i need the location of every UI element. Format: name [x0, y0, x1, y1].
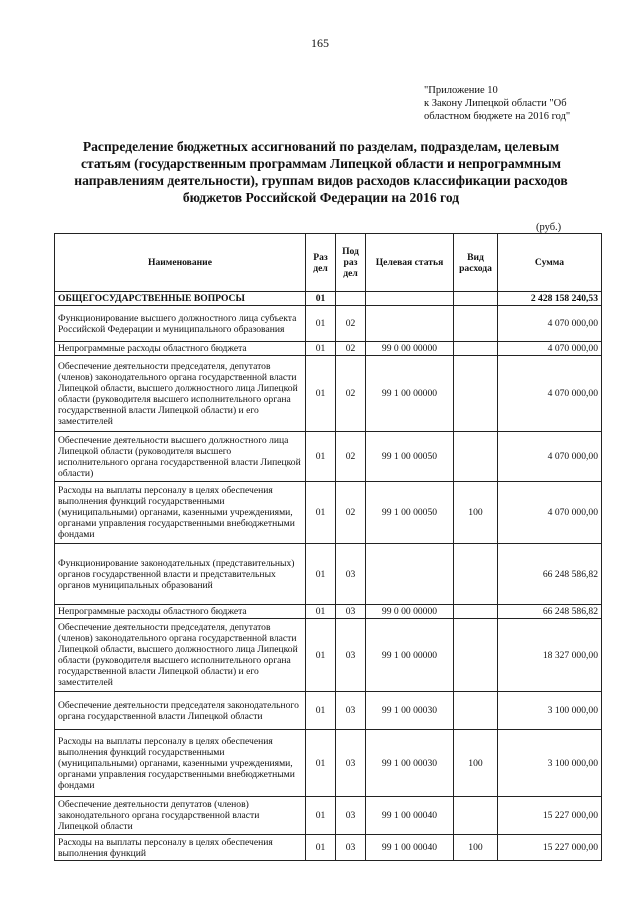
table-row [55, 306, 602, 342]
row-expense-type: 100 [454, 835, 498, 861]
row-name: Непрограммные расходы областного бюджета [55, 605, 306, 619]
appendix-line: областном бюджете на 2016 год" [424, 111, 571, 122]
row-razdel: 01 [306, 692, 336, 730]
appendix-line: к Закону Липецкой области "Об [424, 98, 567, 109]
row-sum: 2 428 158 240,53 [498, 292, 602, 306]
title-line: бюджетов Российской Федерации на 2016 год [182, 190, 460, 205]
row-podrazdel: 03 [336, 605, 366, 619]
row-target-article [366, 292, 454, 306]
row-expense-type [454, 292, 498, 306]
row-target-article [366, 306, 454, 342]
row-sum: 4 070 000,00 [498, 306, 602, 342]
table-row [55, 619, 602, 692]
row-expense-type [454, 432, 498, 482]
row-target-article: 99 1 00 00000 [366, 619, 454, 692]
table-row [55, 835, 602, 861]
row-expense-type [454, 619, 498, 692]
row-name: Обеспечение деятельности председателя, депутатов (членов) законодательного органа государственной власти Липецкой области, высшего должностного лица Липецкой области (руководителя высшего исполнительного органа государственной власти Липецкой области) и его заместителей [55, 619, 306, 692]
row-expense-type [454, 342, 498, 356]
row-expense-type [454, 306, 498, 342]
header-sum: Сумма [498, 234, 602, 292]
row-sum: 66 248 586,82 [498, 544, 602, 605]
row-razdel: 01 [306, 619, 336, 692]
row-podrazdel: 03 [336, 730, 366, 797]
row-podrazdel: 03 [336, 692, 366, 730]
row-expense-type [454, 544, 498, 605]
row-expense-type: 100 [454, 482, 498, 544]
row-expense-type [454, 692, 498, 730]
row-target-article: 99 1 00 00050 [366, 432, 454, 482]
title-line: статьям (государственным программам Липецкой области и непрограммным [80, 156, 561, 171]
row-razdel: 01 [306, 482, 336, 544]
row-podrazdel: 02 [336, 432, 366, 482]
row-sum: 3 100 000,00 [498, 730, 602, 797]
row-razdel: 01 [306, 797, 336, 835]
row-expense-type [454, 356, 498, 432]
row-razdel: 01 [306, 292, 336, 306]
row-razdel: 01 [306, 835, 336, 861]
table-row [55, 730, 602, 797]
row-sum: 4 070 000,00 [498, 482, 602, 544]
row-podrazdel: 02 [336, 356, 366, 432]
row-expense-type: 100 [454, 730, 498, 797]
row-expense-type [454, 797, 498, 835]
row-name: Расходы на выплаты персоналу в целях обеспечения выполнения функций [55, 835, 306, 861]
row-podrazdel: 02 [336, 482, 366, 544]
header-expense-type: Вид расхода [454, 234, 498, 292]
row-podrazdel: 03 [336, 619, 366, 692]
appendix-note [424, 84, 624, 123]
row-target-article: 99 1 00 00030 [366, 692, 454, 730]
row-sum: 4 070 000,00 [498, 356, 602, 432]
row-sum: 66 248 586,82 [498, 605, 602, 619]
title-line: направлениям деятельности), группам видов расходов классификации расходов [74, 173, 568, 188]
row-sum: 3 100 000,00 [498, 692, 602, 730]
row-sum: 15 227 000,00 [498, 797, 602, 835]
row-target-article [366, 544, 454, 605]
table-row [55, 482, 602, 544]
row-target-article: 99 1 00 00040 [366, 797, 454, 835]
row-razdel: 01 [306, 356, 336, 432]
row-razdel: 01 [306, 306, 336, 342]
header-target-article: Целевая статья [366, 234, 454, 292]
row-target-article: 99 1 00 00050 [366, 482, 454, 544]
title-line: Распределение бюджетных ассигнований по разделам, подразделам, целевым [82, 139, 560, 154]
page-number: 165 [311, 36, 329, 50]
header-podrazdel: Под раз дел [336, 234, 366, 292]
table-row [55, 544, 602, 605]
row-target-article: 99 1 00 00030 [366, 730, 454, 797]
row-sum: 4 070 000,00 [498, 432, 602, 482]
row-razdel: 01 [306, 432, 336, 482]
row-name: Обеспечение деятельности председателя законодательного органа государственной власти Липецкой области [55, 692, 306, 730]
row-sum: 18 327 000,00 [498, 619, 602, 692]
table-row [55, 605, 602, 619]
row-name: Непрограммные расходы областного бюджета [55, 342, 306, 356]
budget-table [54, 233, 602, 861]
table-row [55, 692, 602, 730]
row-name: ОБЩЕГОСУДАРСТВЕННЫЕ ВОПРОСЫ [55, 292, 306, 306]
row-name: Расходы на выплаты персоналу в целях обеспечения выполнения функций государственными (муниципальными) органами, казенными учреждениями, органами управления государственными внебюджетными фондами [55, 730, 306, 797]
row-sum: 15 227 000,00 [498, 835, 602, 861]
row-target-article: 99 0 00 00000 [366, 342, 454, 356]
table-row [55, 292, 602, 306]
document-title [40, 138, 602, 206]
row-expense-type [454, 605, 498, 619]
table-body [55, 292, 602, 861]
row-sum: 4 070 000,00 [498, 342, 602, 356]
row-target-article: 99 1 00 00000 [366, 356, 454, 432]
row-podrazdel: 02 [336, 342, 366, 356]
table-header-row [55, 234, 602, 292]
table-row [55, 432, 602, 482]
currency-units: (руб.) [536, 222, 562, 233]
appendix-line: "Приложение 10 [424, 85, 498, 96]
row-name: Обеспечение деятельности председателя, депутатов (членов) законодательного органа государственной власти Липецкой области, высшего должностного лица Липецкой области (руководителя высшего исполнительного органа государственной власти Липецкой области) и его заместителей [55, 356, 306, 432]
row-name: Функционирование высшего должностного лица субъекта Российской Федерации и муниципального образования [55, 306, 306, 342]
row-razdel: 01 [306, 342, 336, 356]
row-target-article: 99 0 00 00000 [366, 605, 454, 619]
table-row [55, 797, 602, 835]
row-name: Расходы на выплаты персоналу в целях обеспечения выполнения функций государственными (муниципальными) органами, казенными учреждениями, органами управления государственными внебюджетными фондами [55, 482, 306, 544]
row-razdel: 01 [306, 730, 336, 797]
row-podrazdel: 03 [336, 544, 366, 605]
row-razdel: 01 [306, 605, 336, 619]
row-podrazdel: 03 [336, 797, 366, 835]
header-name: Наименование [55, 234, 306, 292]
row-name: Обеспечение деятельности депутатов (членов) законодательного органа государственной власти Липецкой области [55, 797, 306, 835]
row-podrazdel [336, 292, 366, 306]
row-podrazdel: 03 [336, 835, 366, 861]
table-row [55, 342, 602, 356]
header-razdel: Раз дел [306, 234, 336, 292]
row-razdel: 01 [306, 544, 336, 605]
table-row [55, 356, 602, 432]
row-name: Функционирование законодательных (представительных) органов государственной власти и представительных органов муниципальных образований [55, 544, 306, 605]
row-target-article: 99 1 00 00040 [366, 835, 454, 861]
row-name: Обеспечение деятельности высшего должностного лица Липецкой области (руководителя высшего исполнительного органа государственной власти Липецкой области) [55, 432, 306, 482]
row-podrazdel: 02 [336, 306, 366, 342]
